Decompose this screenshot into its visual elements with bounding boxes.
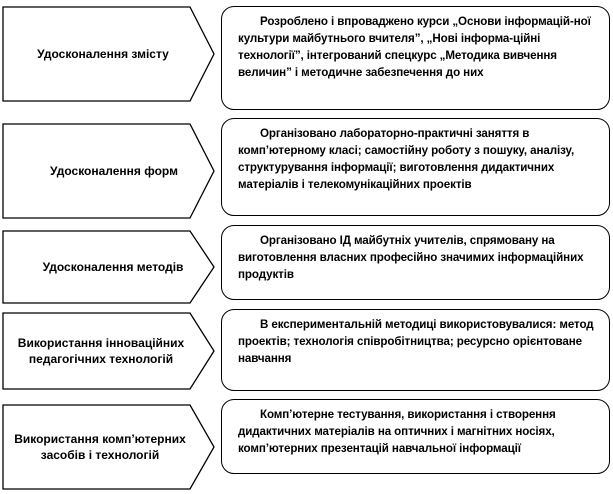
- description-box: [221, 309, 610, 391]
- arrow-shape-forms: [2, 123, 216, 219]
- arrow-label: Використання комп’ютерних засобів і технологій: [14, 432, 186, 462]
- arrow-label: Удосконалення форм: [50, 164, 178, 178]
- description-box: [221, 6, 610, 110]
- arrow-shape-computer-technologies: [2, 404, 216, 490]
- description-text: Розроблено і впроваджено курси „Основи інформацій-ної культури майбутнього вчителя”, „Нові інформа-ційні технології”, інтегрований спецкурс „Методика вивчення величин” і методичне забезпечення до них: [238, 15, 591, 79]
- arrow-label: Удосконалення методів: [42, 260, 184, 274]
- arrow-shape-methods: [2, 230, 216, 304]
- description-text: Комп’ютерне тестування, використання і створення дидактичних матеріалів на оптичних і магнітних носіях, комп’ютерних презентацій навчальної інформації: [238, 408, 556, 455]
- arrow-shape-content: [2, 6, 216, 102]
- arrow-label: Використання інноваційних педагогічних технологій: [17, 336, 185, 366]
- description-box: [221, 225, 610, 300]
- description-box: [221, 118, 610, 216]
- description-text: Організовано лабораторно-практичні заняття в комп’ютерному класі; самостійну роботу з пошуку, аналізу, структурування інформації; виготовлення дидактичних матеріалів і телекомунікаційних проектів: [238, 127, 575, 191]
- arrow-label: Удосконалення змісту: [37, 47, 169, 61]
- description-box: [221, 399, 610, 474]
- description-text: В експериментальній методиці використовувалися: метод проектів; технологія співробітництва; ресурсно орієнтоване навчання: [238, 318, 594, 365]
- arrow-shape-innovative-technologies: [2, 312, 216, 390]
- description-text: Організовано ІД майбутніх учителів, спрямовану на виготовлення власних професійно значимих інформаційних продуктів: [238, 234, 584, 281]
